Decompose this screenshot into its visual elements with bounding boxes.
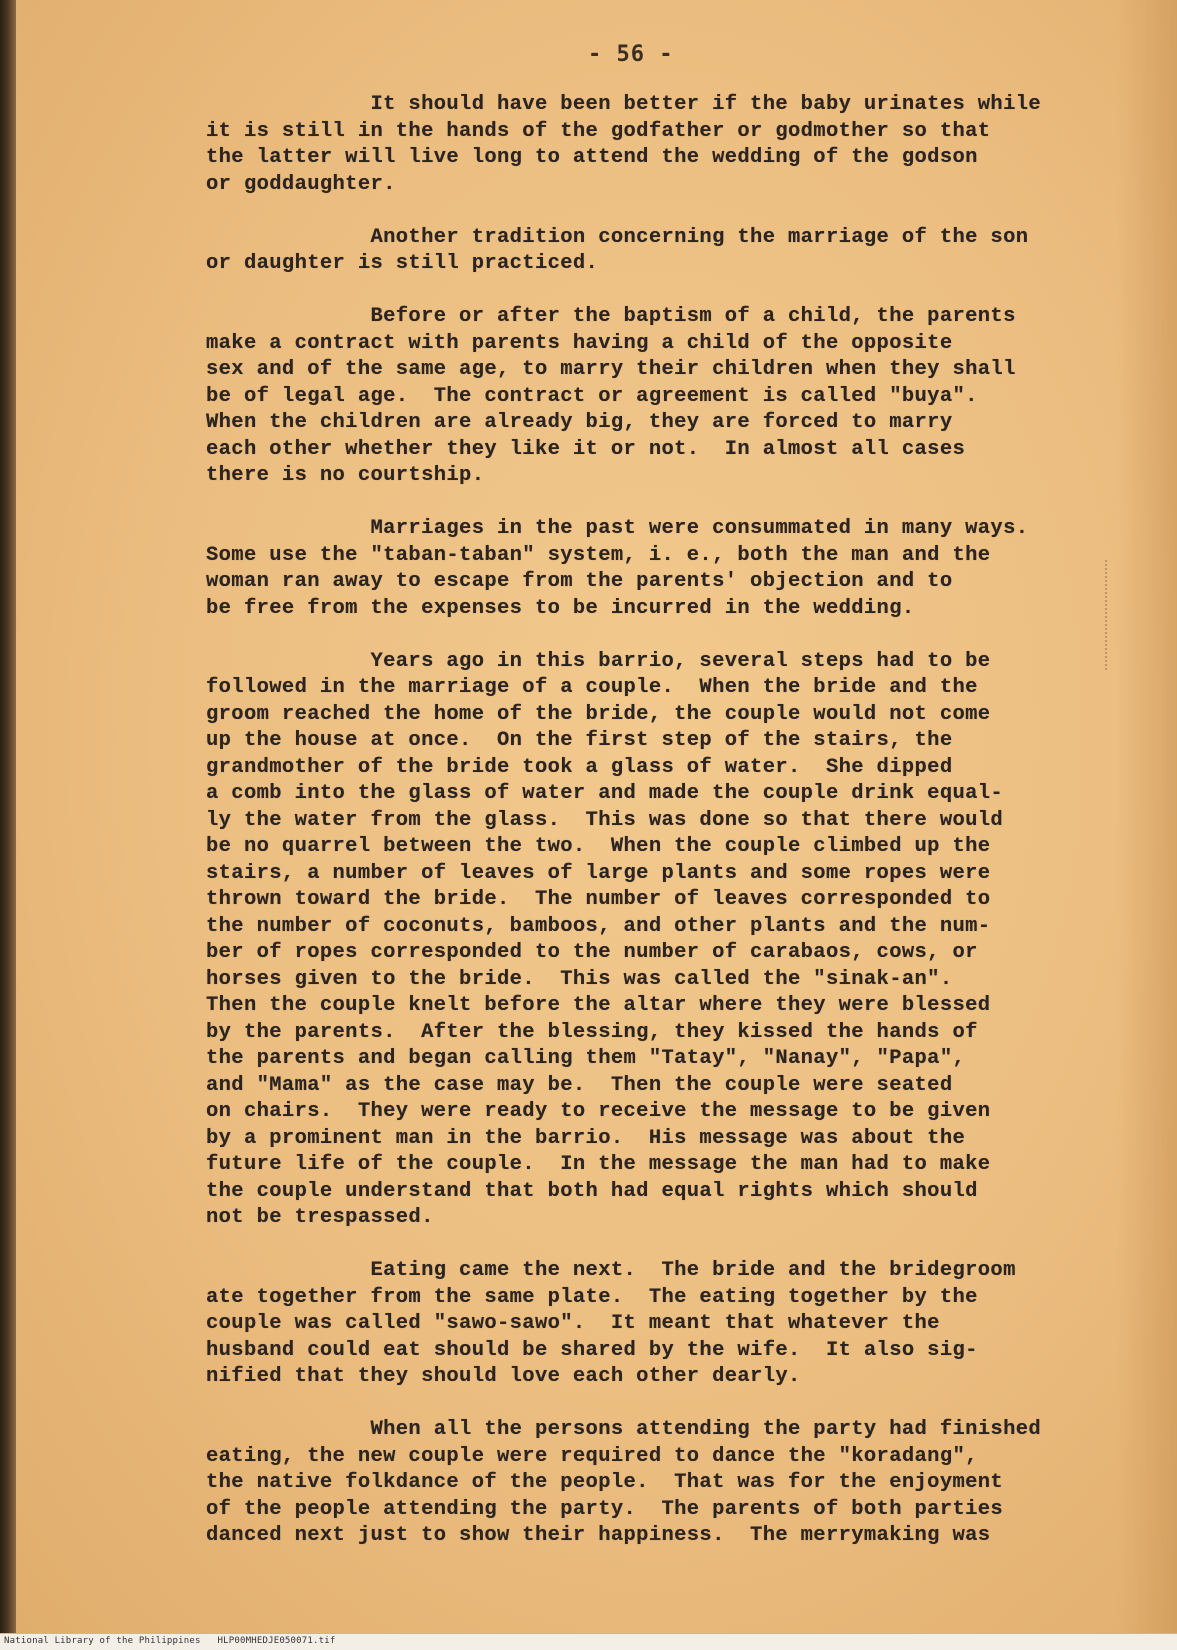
- text-line: eating, the new couple were required to dance the "koradang",: [206, 1444, 978, 1468]
- text-line: When the children are already big, they are forced to marry: [206, 411, 953, 434]
- text-line: Before or after the baptism of a child, the parents: [206, 305, 1016, 328]
- text-line: the couple understand that both had equal rights which should: [206, 1179, 978, 1203]
- footer-library: National Library of the Philippines: [4, 1636, 201, 1646]
- text-line: up the house at once. On the first step of the stairs, the: [206, 729, 953, 752]
- text-line: and "Mama" as the case may be. Then the couple were seated: [206, 1073, 953, 1097]
- text-line: It should have been better if the baby urinates while: [206, 93, 1042, 116]
- text-line: grandmother of the bride took a glass of water. She dipped: [206, 755, 953, 779]
- paragraph: [206, 1258, 1086, 1391]
- text-line: each other whether they like it or not. In almost all cases: [206, 437, 966, 461]
- document-body: [206, 92, 1086, 1576]
- text-line: the number of coconuts, bamboos, and other plants and the num-: [206, 914, 991, 938]
- text-line: When all the persons attending the party had finished: [206, 1418, 1042, 1441]
- binding-edge: [0, 0, 16, 1650]
- text-line: the parents and began calling them "Tatay", "Nanay", "Papa",: [206, 1047, 966, 1070]
- text-line: be of legal age. The contract or agreement is called "buya".: [206, 384, 978, 408]
- text-line: or daughter is still practiced.: [206, 252, 599, 275]
- paragraph: [206, 304, 1086, 490]
- text-line: by a prominent man in the barrio. His message was about the: [206, 1126, 966, 1150]
- paragraph: [206, 225, 1086, 278]
- margin-marks: [1105, 560, 1117, 670]
- text-line: couple was called "sawo-sawo". It meant that whatever the: [206, 1312, 940, 1335]
- scan-footer: [0, 1633, 1177, 1650]
- text-line: be free from the expenses to be incurred in the wedding.: [206, 596, 915, 620]
- text-line: stairs, a number of leaves of large plants and some ropes were: [206, 861, 991, 885]
- text-line: by the parents. After the blessing, they kissed the hands of: [206, 1020, 978, 1044]
- text-line: Then the couple knelt before the altar where they were blessed: [206, 994, 991, 1017]
- footer-file-id: HLP00MHEDJE050071.tif: [217, 1636, 336, 1646]
- page-number: - 56 -: [588, 42, 674, 67]
- text-line: the native folkdance of the people. That was for the enjoyment: [206, 1471, 1004, 1494]
- paragraph: [206, 649, 1086, 1232]
- text-line: of the people attending the party. The parents of both parties: [206, 1497, 1004, 1521]
- text-line: make a contract with parents having a child of the opposite: [206, 331, 953, 355]
- text-line: it is still in the hands of the godfather or godmother so that: [206, 119, 991, 143]
- text-line: horses given to the bride. This was called the "sinak-an".: [206, 967, 953, 991]
- text-line: there is no courtship.: [206, 464, 485, 487]
- text-line: thrown toward the bride. The number of leaves corresponded to: [206, 888, 991, 911]
- text-line: Years ago in this barrio, several steps had to be: [206, 649, 991, 673]
- paragraph: [206, 516, 1086, 622]
- text-line: sex and of the same age, to marry their children when they shall: [206, 358, 1016, 381]
- text-line: ly the water from the glass. This was done so that there would: [206, 808, 1004, 832]
- text-line: future life of the couple. In the message the man had to make: [206, 1153, 991, 1176]
- text-line: Marriages in the past were consummated in many ways.: [206, 517, 1029, 540]
- text-line: or goddaughter.: [206, 172, 396, 196]
- text-line: woman ran away to escape from the parents' objection and to: [206, 570, 953, 593]
- text-line: groom reached the home of the bride, the couple would not come: [206, 702, 991, 726]
- text-line: the latter will live long to attend the wedding of the godson: [206, 146, 978, 169]
- text-line: Some use the "taban-taban" system, i. e., both the man and the: [206, 543, 991, 567]
- text-line: a comb into the glass of water and made the couple drink equal-: [206, 782, 1004, 805]
- paragraph: [206, 92, 1086, 198]
- text-line: Another tradition concerning the marriage of the son: [206, 225, 1029, 249]
- text-line: husband could eat should be shared by the wife. It also sig-: [206, 1338, 978, 1362]
- text-line: ber of ropes corresponded to the number of carabaos, cows, or: [206, 941, 978, 964]
- text-line: danced next just to show their happiness. The merrymaking was: [206, 1524, 991, 1547]
- text-line: nified that they should love each other dearly.: [206, 1365, 801, 1388]
- text-line: on chairs. They were ready to receive the message to be given: [206, 1100, 991, 1123]
- paragraph: [206, 1417, 1086, 1550]
- text-line: Eating came the next. The bride and the bridegroom: [206, 1259, 1016, 1282]
- text-line: ate together from the same plate. The eating together by the: [206, 1285, 978, 1309]
- text-line: be no quarrel between the two. When the couple climbed up the: [206, 835, 991, 858]
- text-line: followed in the marriage of a couple. When the bride and the: [206, 676, 978, 699]
- text-line: not be trespassed.: [206, 1206, 434, 1229]
